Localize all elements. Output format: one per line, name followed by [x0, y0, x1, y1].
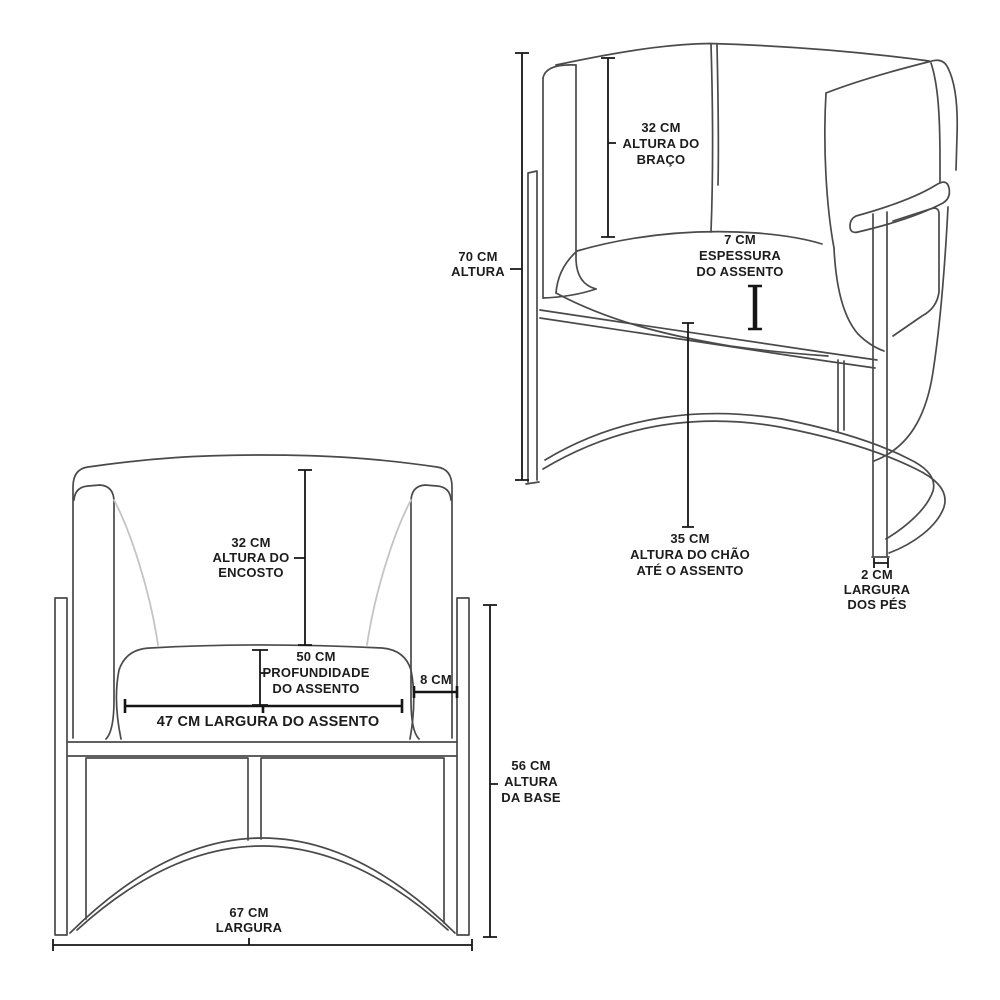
label-overall-height — [451, 249, 505, 279]
label-overall-width — [216, 905, 282, 935]
label-line: ALTURA DO — [622, 136, 700, 151]
fv-frame-rail — [67, 742, 457, 756]
label-line: DOS PÉS — [847, 597, 907, 612]
pv-arm-top-edge — [826, 60, 948, 93]
pv-back-top-edge — [556, 44, 929, 66]
pv-right-post — [872, 212, 889, 557]
label-line: DO ASSENTO — [272, 681, 360, 696]
label-feet-width — [844, 567, 910, 612]
label-line: DO ASSENTO — [696, 264, 784, 279]
pv-shell-lower-right — [874, 207, 948, 461]
label-line: 2 CM — [861, 567, 893, 582]
pv-arm-outer-edge — [948, 68, 957, 170]
label-line: ESPESSURA — [699, 248, 781, 263]
pv-arm-front-edge — [825, 93, 834, 248]
dim-70cm-line — [510, 53, 529, 480]
label-line: 50 CM — [296, 649, 336, 664]
label-line: 56 CM — [511, 758, 551, 773]
label-line: 32 CM — [641, 120, 681, 135]
label-line: 47 CM LARGURA DO ASSENTO — [156, 714, 380, 730]
label-arm-height — [623, 120, 700, 168]
fv-right-post — [457, 598, 469, 935]
label-line: LARGURA — [215, 920, 283, 935]
label-line: PROFUNDIDADE — [262, 665, 370, 680]
pv-left-post — [526, 171, 539, 484]
label-line: BRAÇO — [636, 152, 686, 167]
label-line: 67 CM — [229, 905, 269, 920]
fv-right-seam — [367, 500, 411, 645]
perspective-view-line-art — [526, 44, 957, 558]
pv-left-panel-inner — [576, 65, 596, 289]
pv-base-rail-inner — [545, 414, 934, 539]
pv-frame-rail-top — [540, 310, 877, 360]
label-line: ATÉ O ASSENTO — [636, 563, 744, 578]
pv-arm-inner-edge — [931, 63, 940, 196]
fv-base-panel-left — [86, 758, 248, 919]
fv-right-arm-panel — [411, 485, 451, 739]
label-line: 32 CM — [231, 535, 271, 550]
label-line: ALTURA DO CHÃO — [630, 547, 750, 562]
label-floor-to-seat — [630, 531, 750, 579]
label-line: 70 CM — [458, 249, 498, 264]
pv-seat-left-edge — [556, 251, 577, 293]
label-line: LARGURA — [843, 582, 911, 597]
label-line: ALTURA — [504, 774, 558, 789]
pv-frame-connector — [838, 360, 844, 432]
pv-left-panel-top — [543, 65, 576, 78]
label-line: ENCOSTO — [218, 565, 284, 580]
fv-left-arm-panel — [74, 485, 114, 739]
dim-67cm-line — [53, 938, 472, 951]
dim-32cm-back-line — [294, 470, 312, 645]
pv-left-panel-bottom — [543, 289, 596, 298]
label-seat-thickness — [696, 232, 783, 280]
label-line: 35 CM — [670, 531, 710, 546]
label-line: DA BASE — [501, 790, 561, 805]
pv-arm-bottom-edge — [834, 248, 884, 351]
label-line: 7 CM — [724, 232, 756, 247]
pv-back-seam — [711, 44, 713, 232]
label-arm-width — [420, 672, 452, 688]
label-seat-width — [157, 714, 380, 730]
pv-frame-rail-bottom — [540, 318, 875, 368]
fv-left-seam — [114, 500, 158, 645]
label-line: 8 CM — [420, 672, 452, 687]
dim-32cm-arm-line — [601, 58, 616, 237]
label-base-height — [501, 758, 560, 806]
fv-left-post — [55, 598, 67, 935]
pv-frame-side-window — [893, 208, 939, 336]
label-line: ALTURA — [451, 264, 505, 279]
label-seat-depth — [262, 649, 369, 697]
label-back-height — [213, 535, 290, 580]
dim-35cm-line — [682, 323, 694, 527]
dim-47cm-line — [125, 699, 402, 713]
label-line: ALTURA DO — [212, 550, 290, 565]
pv-frame-band — [850, 182, 949, 232]
pv-back-seam-2 — [717, 45, 718, 185]
dim-56cm-line — [483, 605, 498, 937]
